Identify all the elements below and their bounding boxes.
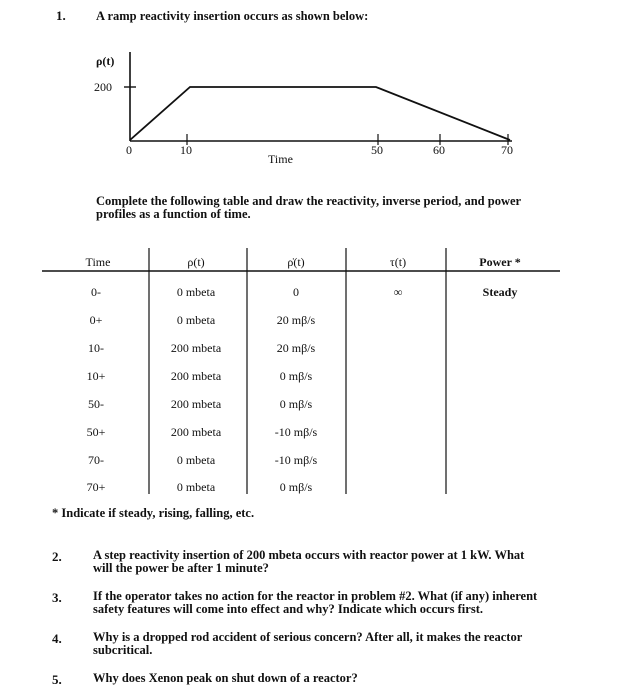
question-4-number: 4. — [52, 631, 62, 646]
x-tick-label-60: 60 — [433, 143, 445, 157]
cell-rho: 0 mbeta — [176, 453, 216, 467]
cell-tau: ∞ — [393, 285, 403, 299]
question-4-line-2: subcritical. — [93, 643, 153, 657]
x-tick-label-0: 0 — [126, 143, 132, 157]
cell-power: Steady — [482, 285, 518, 299]
question-1-number: 1. — [56, 8, 66, 23]
cell-rho: 200 mbeta — [170, 397, 222, 411]
question-4-line-1: Why is a dropped rod accident of serious concern? After all, it makes the reactor — [93, 630, 523, 644]
question-3-line-2: safety features will come into effect and why? Indicate which occurs first. — [93, 602, 483, 616]
cell-rho: 0 mbeta — [176, 313, 216, 327]
cell-time: 0+ — [89, 313, 103, 327]
question-2-line-2: will the power be after 1 minute? — [93, 561, 269, 575]
question-1-text: A ramp reactivity insertion occurs as shown below: — [96, 9, 369, 23]
cell-time: 50- — [88, 397, 104, 411]
header-power: Power * — [479, 255, 521, 269]
header-time: Time — [85, 255, 111, 269]
instructions-line-2: profiles as a function of time. — [96, 207, 251, 221]
x-axis-label: Time — [268, 152, 293, 166]
header-tau: τ(t) — [389, 255, 407, 269]
question-3-line-1: If the operator takes no action for the reactor in problem #2. What (if any) inherent — [93, 589, 538, 603]
header-rho: ρ(t) — [187, 255, 205, 269]
question-5-line-1: Why does Xenon peak on shut down of a reactor? — [93, 671, 358, 685]
cell-rho-dot: 0 mβ/s — [279, 397, 313, 411]
cell-time: 70- — [88, 453, 104, 467]
cell-time: 70+ — [86, 480, 106, 494]
instructions-line-1: Complete the following table and draw the reactivity, inverse period, and power — [96, 194, 522, 208]
cell-time: 0- — [91, 285, 101, 299]
cell-time: 10- — [88, 341, 104, 355]
cell-rho: 200 mbeta — [170, 425, 222, 439]
cell-rho-dot: 20 mβ/s — [276, 341, 316, 355]
cell-rho-dot: 20 mβ/s — [276, 313, 316, 327]
cell-rho-dot: -10 mβ/s — [274, 425, 318, 439]
x-tick-label-70: 70 — [501, 143, 513, 157]
question-2-number: 2. — [52, 549, 62, 564]
cell-rho: 0 mbeta — [176, 285, 216, 299]
cell-rho-dot: 0 mβ/s — [279, 480, 313, 494]
cell-rho: 0 mbeta — [176, 480, 216, 494]
cell-rho-dot: -10 mβ/s — [274, 453, 318, 467]
cell-time: 50+ — [86, 425, 106, 439]
reactivity-profile-line — [130, 87, 510, 140]
question-3-number: 3. — [52, 590, 62, 605]
table-footnote: * Indicate if steady, rising, falling, etc. — [52, 506, 255, 520]
cell-rho-dot: 0 — [293, 285, 299, 299]
cell-rho: 200 mbeta — [170, 341, 222, 355]
cell-rho-dot: 0 mβ/s — [279, 369, 313, 383]
header-rho-dot: ρ̇(t) — [287, 255, 305, 269]
y-axis-label: ρ(t) — [96, 54, 115, 68]
x-tick-label-50: 50 — [371, 143, 383, 157]
x-tick-label-10: 10 — [180, 143, 192, 157]
y-tick-label: 200 — [94, 80, 112, 94]
question-5-number: 5. — [52, 672, 62, 687]
cell-rho: 200 mbeta — [170, 369, 222, 383]
question-2-line-1: A step reactivity insertion of 200 mbeta occurs with reactor power at 1 kW. What — [93, 548, 525, 562]
cell-time: 10+ — [86, 369, 106, 383]
